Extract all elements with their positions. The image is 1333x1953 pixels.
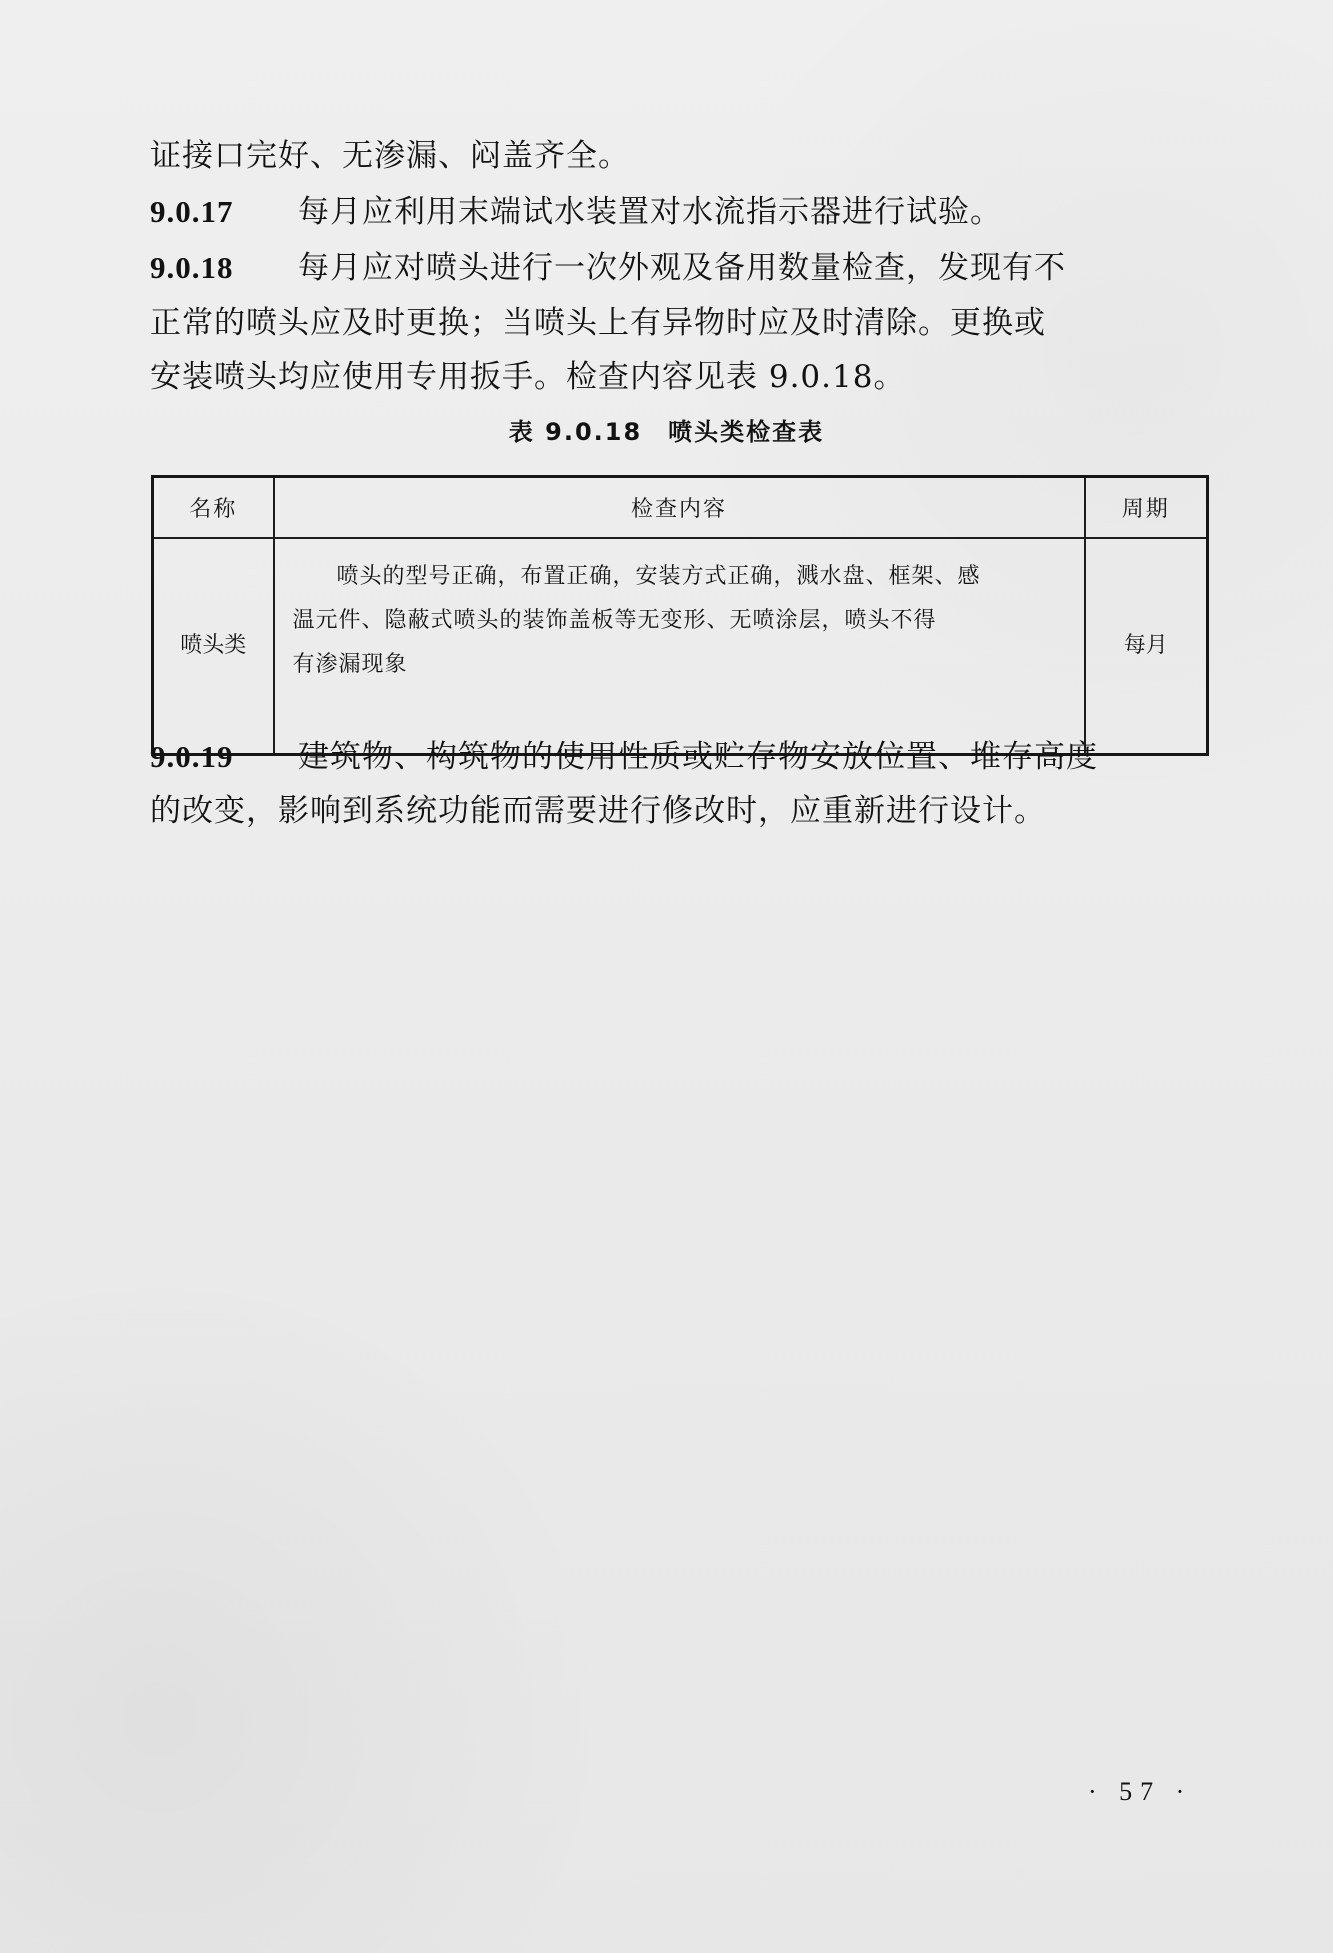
content-line: 喷头的型号正确，布置正确，安装方式正确，溅水盘、框架、感 xyxy=(336,564,981,589)
clause-number: 9.0.18 xyxy=(150,250,234,285)
clause-9-0-19-line-1 xyxy=(150,737,1098,777)
inspection-table xyxy=(151,475,1209,756)
table-header-content: 检查内容 xyxy=(274,477,1085,539)
content-line: 温元件、隐蔽式喷头的装饰盖板等无变形、无喷涂层，喷头不得 xyxy=(292,608,937,633)
table-header-period: 周期 xyxy=(1085,477,1208,539)
table-cell-name: 喷头类 xyxy=(153,538,274,755)
table-cell-period: 每月 xyxy=(1085,538,1208,755)
table-caption: 表 9.0.18 喷头类检查表 xyxy=(508,418,825,446)
clause-9-0-18-line-3: 安装喷头均应使用专用扳手。检查内容见表 9.0.18。 xyxy=(150,359,906,395)
table-header-name: 名称 xyxy=(153,477,274,539)
clause-9-0-17 xyxy=(150,192,1002,232)
clause-9-0-19-line-2: 的改变，影响到系统功能而需要进行修改时，应重新进行设计。 xyxy=(150,793,1046,829)
page-number: · 57 · xyxy=(1088,1777,1193,1806)
table-row xyxy=(153,538,1208,755)
table-cell-content xyxy=(274,538,1085,755)
clause-text: 建筑物、构筑物的使用性质或贮存物安放位置、堆存高度 xyxy=(298,739,1098,775)
table-header-row xyxy=(153,477,1208,539)
clause-9-0-18-line-2: 正常的喷头应及时更换；当喷头上有异物时应及时清除。更换或 xyxy=(150,305,1046,341)
content-line: 有渗漏现象 xyxy=(292,652,408,677)
clause-9-0-18-line-1 xyxy=(150,248,1066,288)
continued-paragraph-line: 证接口完好、无渗漏、闷盖齐全。 xyxy=(150,138,630,174)
clause-number: 9.0.17 xyxy=(150,194,234,229)
clause-number: 9.0.19 xyxy=(150,739,234,774)
clause-text: 每月应对喷头进行一次外观及备用数量检查，发现有不 xyxy=(298,250,1066,286)
clause-text: 每月应利用末端试水装置对水流指示器进行试验。 xyxy=(298,194,1002,230)
